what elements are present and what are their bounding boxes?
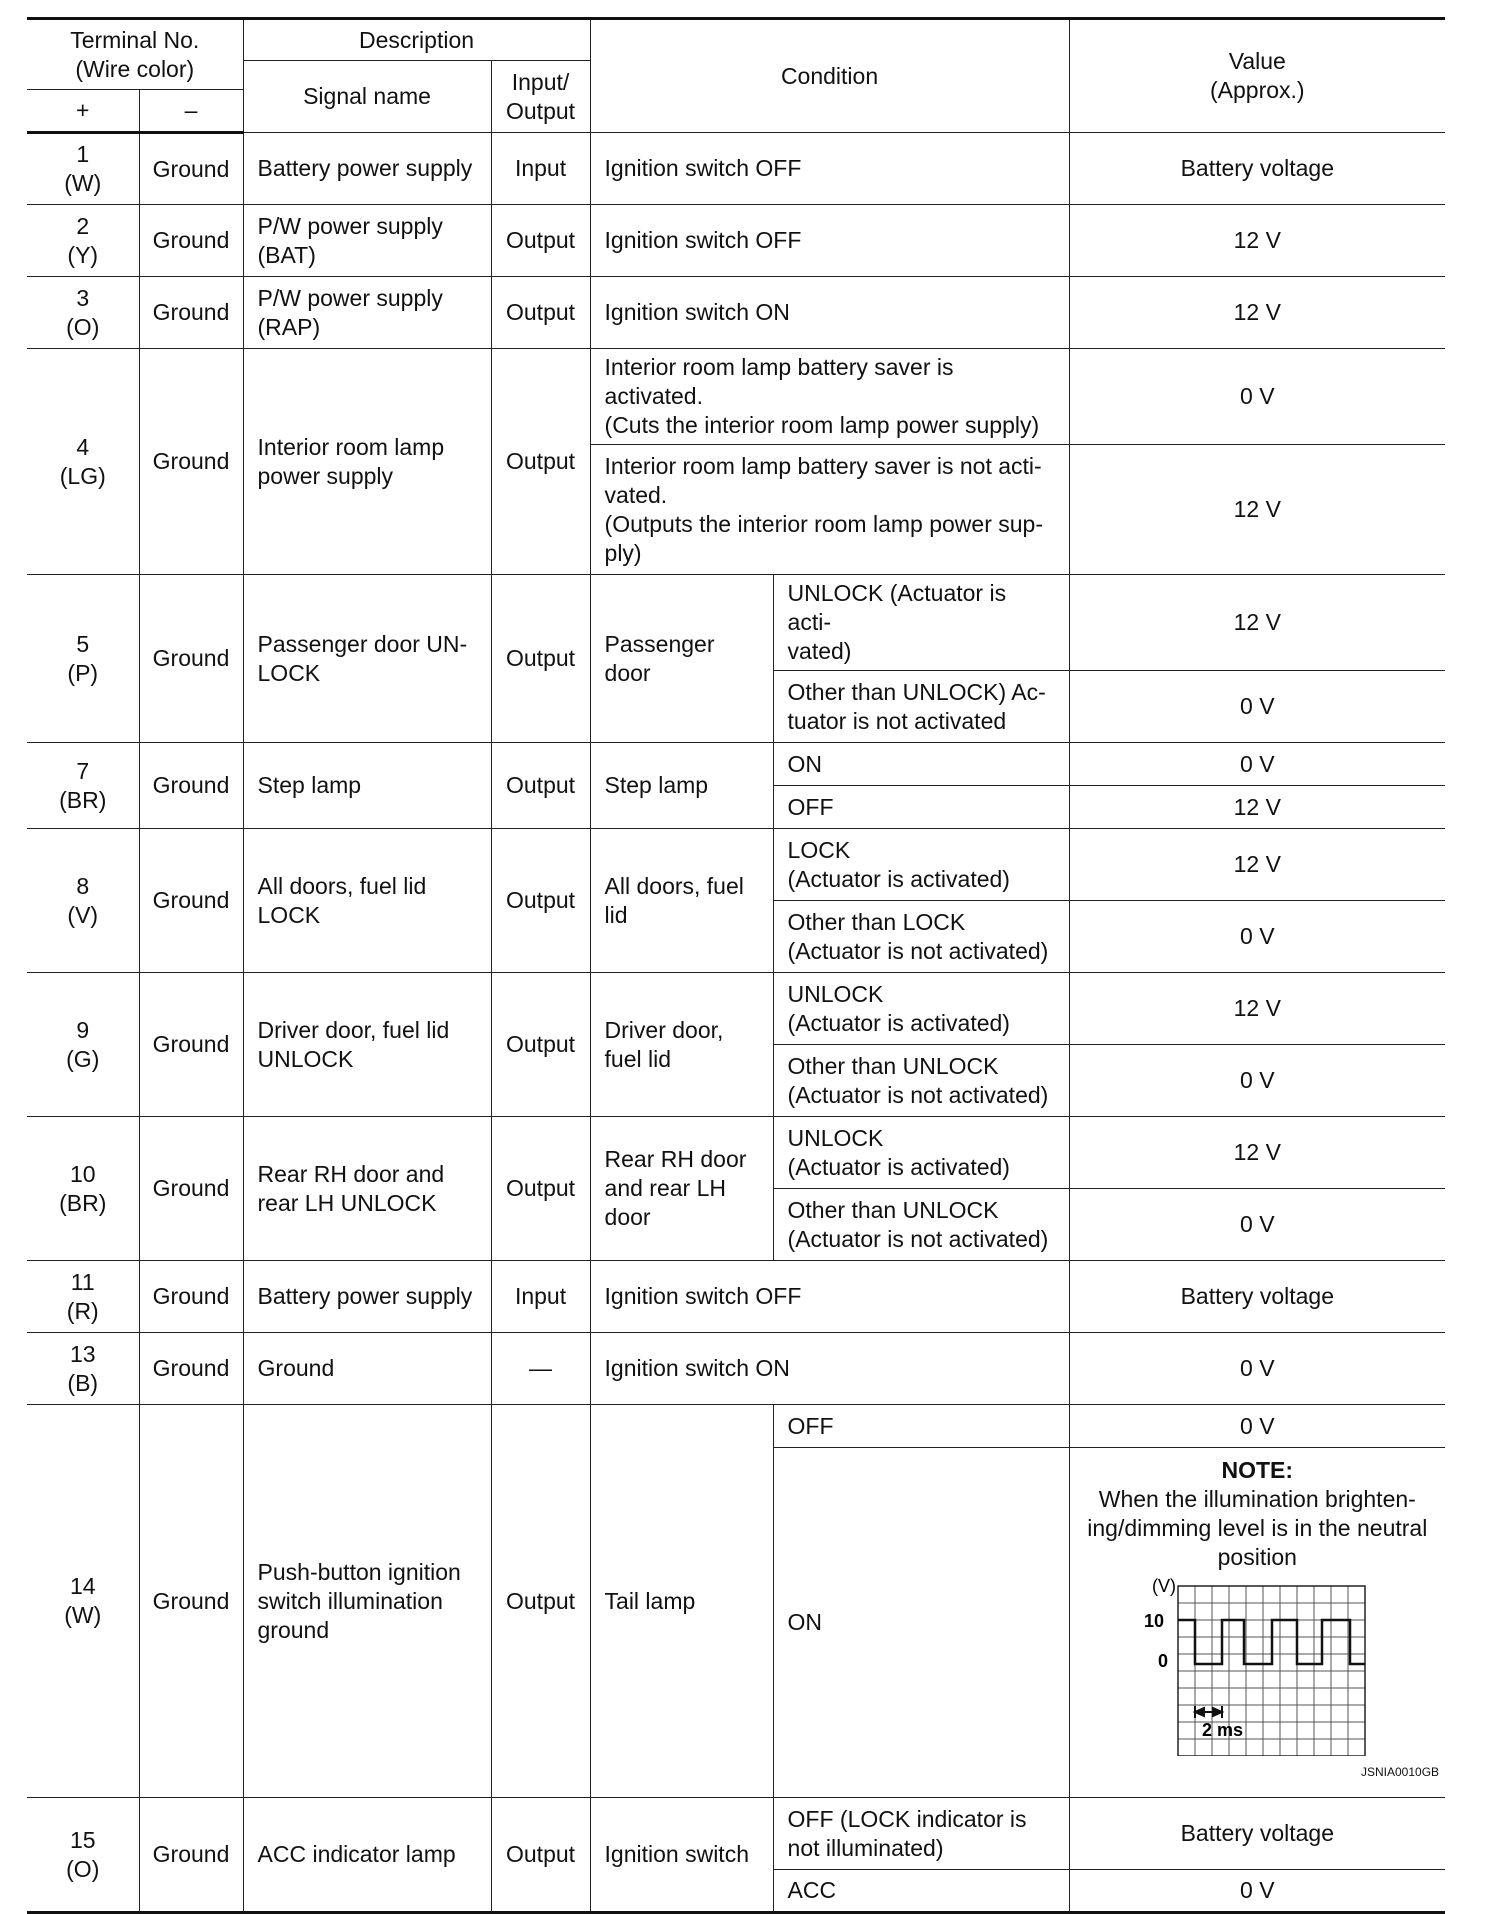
io-cell: Output xyxy=(491,1798,590,1913)
sub-condition-cell: Other than LOCK (Actuator is not activated) xyxy=(773,901,1069,973)
value-cell: 12 V xyxy=(1069,575,1445,671)
signal-cell: Battery power supply xyxy=(243,1261,491,1333)
waveform-time-label: 2 ms xyxy=(1202,1720,1244,1740)
terminal-cell: 3 (O) xyxy=(27,277,139,349)
table-row xyxy=(27,1333,1445,1405)
terminal-cell: 1 (W) xyxy=(27,133,139,205)
value-cell: 12 V xyxy=(1069,973,1445,1045)
header-plus: + xyxy=(27,90,139,133)
value-cell: 0 V xyxy=(1069,1189,1445,1261)
header-input-output: Input/ Output xyxy=(491,61,590,133)
value-cell: Battery voltage xyxy=(1069,1798,1445,1870)
minus-cell: Ground xyxy=(139,277,243,349)
minus-cell: Ground xyxy=(139,1405,243,1798)
condition-cell: Interior room lamp battery saver is not acti- vated. (Outputs the interior room lamp power sup- ply) xyxy=(590,445,1069,575)
sub-condition-cell: Other than UNLOCK) Ac- tuator is not activated xyxy=(773,671,1069,743)
terminal-cell: 8 (V) xyxy=(27,829,139,973)
time-scale-arrows xyxy=(1195,1706,1222,1718)
table-row xyxy=(27,277,1445,349)
condition-cell: Ignition switch OFF xyxy=(590,1261,1069,1333)
note-text: position xyxy=(1217,1544,1297,1570)
value-cell: 0 V xyxy=(1069,901,1445,973)
minus-cell: Ground xyxy=(139,1333,243,1405)
header-value: Value (Approx.) xyxy=(1069,19,1445,133)
sub-condition-cell: Other than UNLOCK (Actuator is not activated) xyxy=(773,1045,1069,1117)
sub-condition-cell: ON xyxy=(773,743,1069,786)
waveform-tick-10: 10 xyxy=(1144,1611,1165,1631)
value-cell: 0 V xyxy=(1069,743,1445,786)
value-cell: 0 V xyxy=(1069,349,1445,445)
sub-condition-cell: OFF xyxy=(773,1405,1069,1448)
table-row xyxy=(27,349,1445,445)
io-cell: Input xyxy=(491,1261,590,1333)
terminal-table-container xyxy=(27,17,1445,1914)
sub-condition-cell: UNLOCK (Actuator is activated) xyxy=(773,973,1069,1045)
table-row xyxy=(27,205,1445,277)
value-cell: 0 V xyxy=(1069,1870,1445,1913)
waveform-tick-0: 0 xyxy=(1158,1651,1169,1671)
note-text: ing/dimming level is in the neutral xyxy=(1087,1515,1428,1541)
condition-cell: Ignition switch ON xyxy=(590,277,1069,349)
note-title: NOTE: xyxy=(1221,1457,1294,1483)
signal-cell: Interior room lamp power supply xyxy=(243,349,491,575)
value-cell: 0 V xyxy=(1069,1333,1445,1405)
sub-condition-cell: Other than UNLOCK (Actuator is not activated) xyxy=(773,1189,1069,1261)
minus-cell: Ground xyxy=(139,1117,243,1261)
minus-cell: Ground xyxy=(139,829,243,973)
terminal-cell: 11 (R) xyxy=(27,1261,139,1333)
value-cell: 0 V xyxy=(1069,1045,1445,1117)
terminal-cell: 15 (O) xyxy=(27,1798,139,1913)
terminal-cell: 14 (W) xyxy=(27,1405,139,1798)
sub-condition-cell: ON xyxy=(773,1448,1069,1798)
terminal-table xyxy=(27,17,1445,1914)
sub-condition-cell: OFF (LOCK indicator is not illuminated) xyxy=(773,1798,1069,1870)
sub-condition-cell: LOCK (Actuator is activated) xyxy=(773,829,1069,901)
io-cell: Output xyxy=(491,349,590,575)
signal-cell: ACC indicator lamp xyxy=(243,1798,491,1913)
io-cell: Output xyxy=(491,829,590,973)
io-cell: Input xyxy=(491,133,590,205)
signal-cell: Step lamp xyxy=(243,743,491,829)
note-text: When the illumination brighten- xyxy=(1098,1486,1416,1512)
condition-cell: All doors, fuel lid xyxy=(590,829,773,973)
signal-cell: Passenger door UN- LOCK xyxy=(243,575,491,743)
condition-cell: Rear RH door and rear LH door xyxy=(590,1117,773,1261)
io-cell: Output xyxy=(491,575,590,743)
terminal-cell: 5 (P) xyxy=(27,575,139,743)
sub-condition-cell: UNLOCK (Actuator is activated) xyxy=(773,1117,1069,1189)
table-row xyxy=(27,133,1445,205)
value-cell: 12 V xyxy=(1069,829,1445,901)
table-row xyxy=(27,973,1445,1045)
minus-cell: Ground xyxy=(139,973,243,1117)
table-row xyxy=(27,743,1445,786)
signal-cell: Push-button ignition switch illumination ground xyxy=(243,1405,491,1798)
signal-cell: Ground xyxy=(243,1333,491,1405)
io-cell: Output xyxy=(491,1405,590,1798)
waveform-trace xyxy=(1178,1620,1365,1664)
io-cell: Output xyxy=(491,277,590,349)
header-description: Description xyxy=(243,19,590,61)
header-minus: – xyxy=(139,90,243,133)
minus-cell: Ground xyxy=(139,743,243,829)
condition-cell: Ignition switch OFF xyxy=(590,205,1069,277)
value-cell: 12 V xyxy=(1069,205,1445,277)
terminal-cell: 7 (BR) xyxy=(27,743,139,829)
terminal-cell: 2 (Y) xyxy=(27,205,139,277)
condition-cell: Ignition switch ON xyxy=(590,1333,1069,1405)
signal-cell: P/W power supply (BAT) xyxy=(243,205,491,277)
waveform-unit-label: (V) xyxy=(1152,1578,1177,1596)
terminal-cell: 10 (BR) xyxy=(27,1117,139,1261)
terminal-cell: 4 (LG) xyxy=(27,349,139,575)
minus-cell: Ground xyxy=(139,575,243,743)
header-terminal-no: Terminal No. (Wire color) xyxy=(27,19,243,90)
condition-cell: Tail lamp xyxy=(590,1405,773,1798)
value-cell: Battery voltage xyxy=(1069,1261,1445,1333)
condition-cell: Step lamp xyxy=(590,743,773,829)
terminal-cell: 9 (G) xyxy=(27,973,139,1117)
signal-cell: Driver door, fuel lid UNLOCK xyxy=(243,973,491,1117)
minus-cell: Ground xyxy=(139,1798,243,1913)
minus-cell: Ground xyxy=(139,1261,243,1333)
table-row xyxy=(27,1798,1445,1870)
figure-id: JSNIA0010GB xyxy=(1360,1765,1440,1779)
io-cell: Output xyxy=(491,743,590,829)
io-cell: — xyxy=(491,1333,590,1405)
table-row xyxy=(27,575,1445,671)
minus-cell: Ground xyxy=(139,205,243,277)
sub-condition-cell: UNLOCK (Actuator is acti- vated) xyxy=(773,575,1069,671)
condition-cell: Driver door, fuel lid xyxy=(590,973,773,1117)
condition-cell: Interior room lamp battery saver is activated. (Cuts the interior room lamp power supply) xyxy=(590,349,1069,445)
header-signal-name: Signal name xyxy=(243,61,491,133)
value-cell: 12 V xyxy=(1069,1117,1445,1189)
value-cell: 12 V xyxy=(1069,277,1445,349)
minus-cell: Ground xyxy=(139,349,243,575)
table-row xyxy=(27,829,1445,901)
io-cell: Output xyxy=(491,205,590,277)
io-cell: Output xyxy=(491,1117,590,1261)
sub-condition-cell: ACC xyxy=(773,1870,1069,1913)
note-cell xyxy=(1069,1448,1445,1798)
table-row xyxy=(27,1117,1445,1189)
condition-cell: Ignition switch xyxy=(590,1798,773,1913)
table-row xyxy=(27,1261,1445,1333)
io-cell: Output xyxy=(491,973,590,1117)
value-cell: 12 V xyxy=(1069,786,1445,829)
signal-cell: Battery power supply xyxy=(243,133,491,205)
value-cell: 12 V xyxy=(1069,445,1445,575)
signal-cell: Rear RH door and rear LH UNLOCK xyxy=(243,1117,491,1261)
header-condition: Condition xyxy=(590,19,1069,133)
sub-condition-cell: OFF xyxy=(773,786,1069,829)
value-cell: 0 V xyxy=(1069,671,1445,743)
value-cell: Battery voltage xyxy=(1069,133,1445,205)
condition-cell: Ignition switch OFF xyxy=(590,133,1069,205)
terminal-cell: 13 (B) xyxy=(27,1333,139,1405)
waveform-figure xyxy=(1132,1578,1382,1756)
signal-cell: All doors, fuel lid LOCK xyxy=(243,829,491,973)
value-cell: 0 V xyxy=(1069,1405,1445,1448)
table-row xyxy=(27,1405,1445,1448)
minus-cell: Ground xyxy=(139,133,243,205)
condition-cell: Passenger door xyxy=(590,575,773,743)
signal-cell: P/W power supply (RAP) xyxy=(243,277,491,349)
